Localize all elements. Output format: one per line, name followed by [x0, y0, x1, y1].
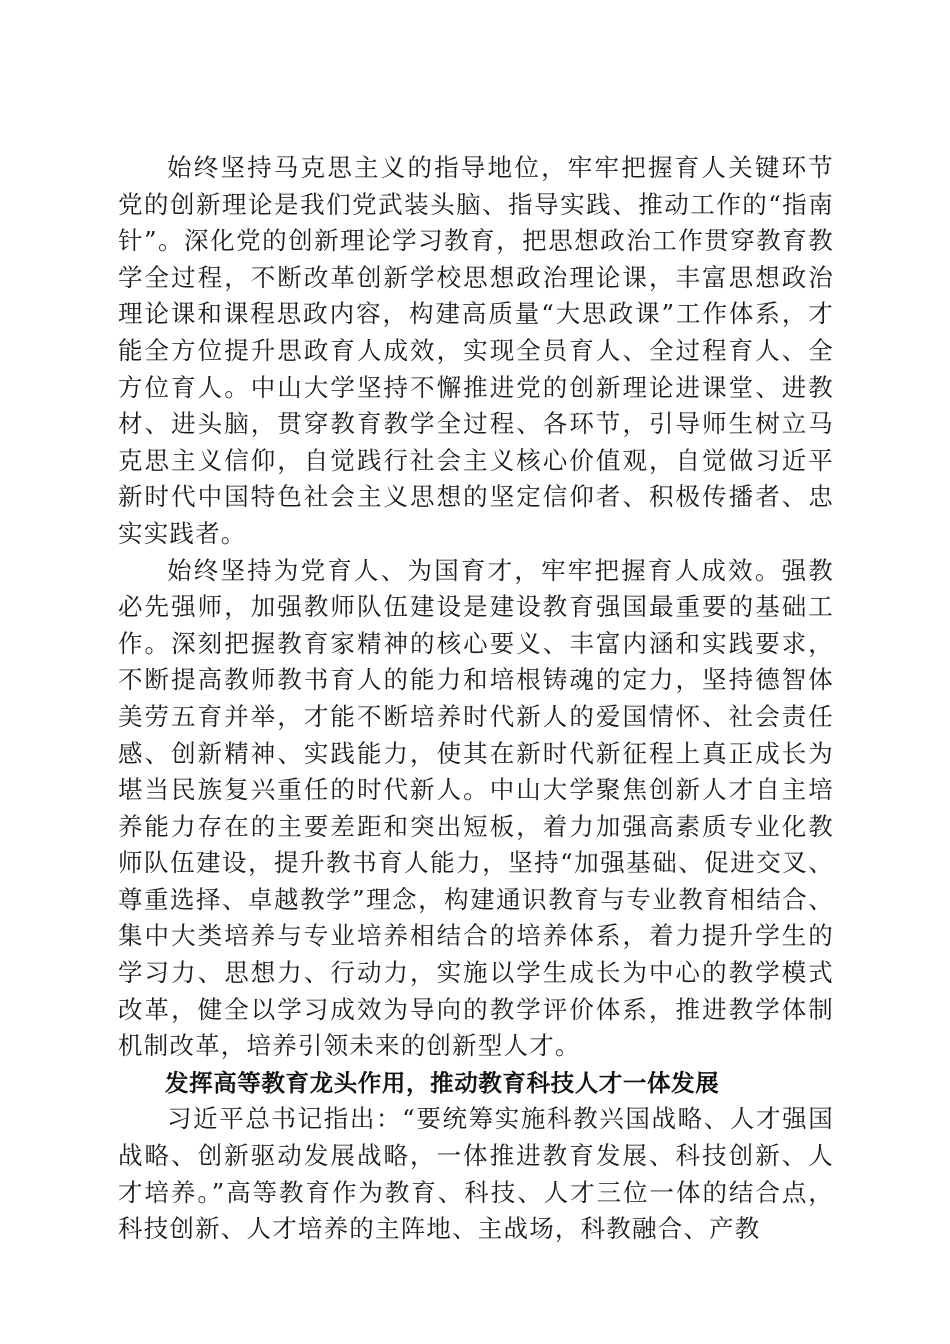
document-page [118, 150, 834, 1248]
section-heading: 发挥高等教育龙头作用，推动教育科技人才一体发展 [165, 1068, 720, 1097]
paragraph-educating-for-party: 始终坚持为党育人、为国育才，牢牢把握育人成效。强教必先强师，加强教师队伍建设是建设教育强国最重要的基础工作。深刻把握教育家精神的核心要义、丰富内涵和实践要求，不断提高教师教书育人的能力和培根铸魂的定力，坚持德智体美劳五育并举，才能不断培养时代新人的爱国情怀、社会责任感、创新精神、实践能力，使其在新时代新征程上真正成长为堪当民族复兴重任的时代新人。中山大学聚焦创新人才自主培养能力存在的主要差距和突出短板，着力加强高素质专业化教师队伍建设，提升教书育人能力，坚持“加强基础、促进交叉、尊重选择、卓越教学”理念，构建通识教育与专业教育相结合、集中大类培养与专业培养相结合的培养体系，着力提升学生的学习力、思想力、行动力，实施以学生成长为中心的教学模式改革，健全以学习成效为导向的教学评价体系，推进教学体制机制改革，培养引领未来的创新型人才。 [118, 555, 834, 1061]
paragraph-xi-quote: 习近平总书记指出：“要统筹实施科教兴国战略、人才强国战略、创新驱动发展战略，一体推进教育发展、科技创新、人才培养。”高等教育作为教育、科技、人才三位一体的结合点，科技创新、人才培养的主阵地、主战场，科教融合、产教 [118, 1104, 834, 1244]
paragraph-marxism-guidance: 始终坚持马克思主义的指导地位，牢牢把握育人关键环节党的创新理论是我们党武装头脑、指导实践、推动工作的“指南针”。深化党的创新理论学习教育，把思想政治工作贯穿教育教学全过程，不断改革创新学校思想政治理论课，丰富思想政治理论课和课程思政内容，构建高质量“大思政课”工作体系，才能全方位提升思政育人成效，实现全员育人、全过程育人、全方位育人。中山大学坚持不懈推进党的创新理论进课堂、进教材、进头脑，贯穿教育教学全过程、各环节，引导师生树立马克思主义信仰，自觉践行社会主义核心价值观，自觉做习近平新时代中国特色社会主义思想的坚定信仰者、积极传播者、忠实实践者。 [118, 153, 834, 548]
